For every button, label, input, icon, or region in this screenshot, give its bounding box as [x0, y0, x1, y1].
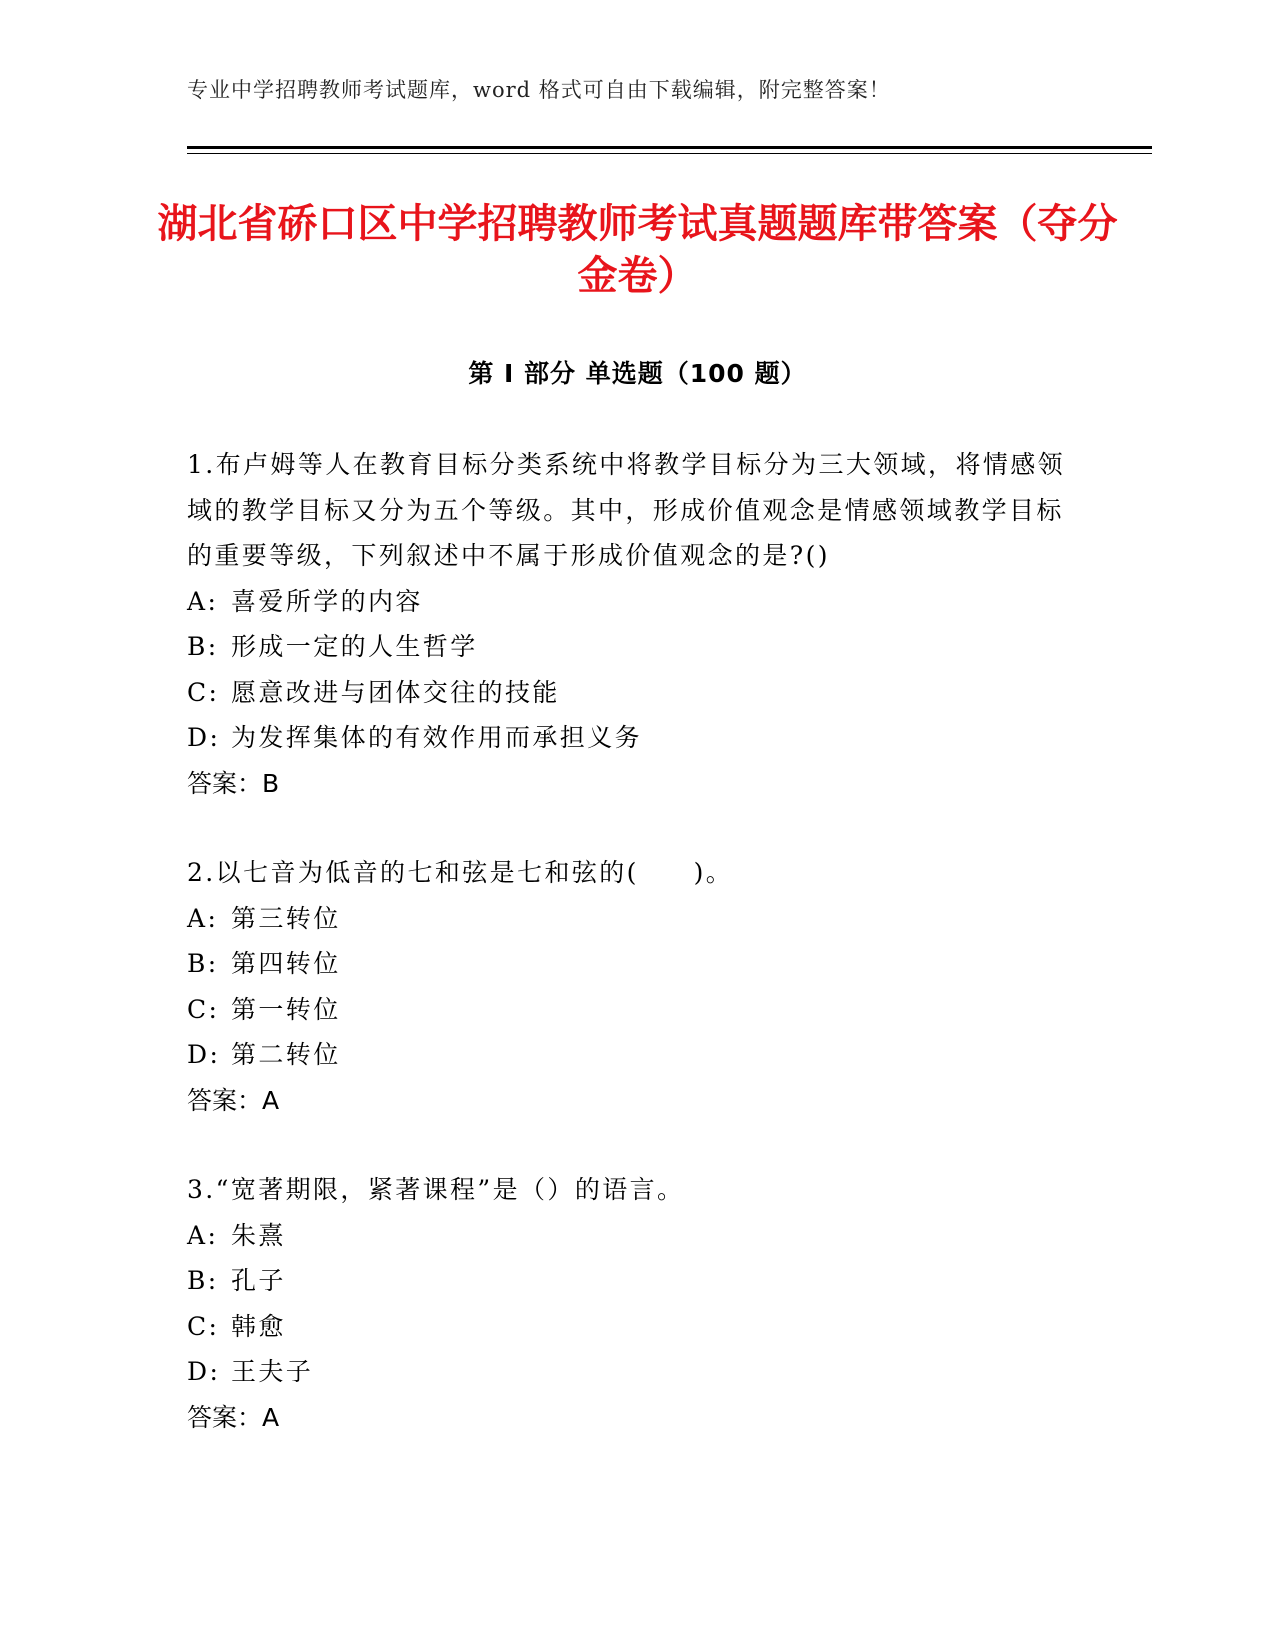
option-c: [187, 670, 1067, 716]
question-list: [187, 442, 1067, 1484]
option-key: A:: [187, 1220, 219, 1250]
option-key: D:: [187, 1357, 221, 1386]
question-stem: 1.布卢姆等人在教育目标分类系统中将教学目标分为三大领域，将情感领域的教学目标又分为五个等级。其中，形成价值观念是情感领域教学目标的重要等级，下列叙述中不属于形成价值观念的是?(): [187, 450, 1066, 570]
option-d: [187, 1032, 1067, 1078]
question-2: [187, 850, 1067, 1123]
option-key: C:: [187, 677, 220, 707]
option-b: [187, 941, 1067, 987]
header-note: 专业中学招聘教师考试题库，word 格式可自由下载编辑，附完整答案！: [187, 78, 891, 102]
question-stem: 2.以七音为低音的七和弦是七和弦的( )。: [187, 858, 734, 887]
option-c: [187, 1304, 1067, 1350]
question-stem: 3.“宽著期限，紧著课程”是（）的语言。: [187, 1175, 685, 1204]
option-text: 朱熹: [231, 1220, 286, 1250]
question-answer: 答案：A: [187, 1085, 280, 1115]
option-text: 喜爱所学的内容: [231, 586, 423, 616]
option-text: 第三转位: [231, 903, 341, 933]
document-title: 湖北省硚口区中学招聘教师考试真题题库带答案（夺分金卷）: [157, 201, 1118, 299]
question-1: [187, 442, 1067, 806]
option-b: [187, 624, 1067, 670]
question-answer: 答案：A: [187, 1402, 280, 1432]
option-text: 孔子: [231, 1266, 286, 1295]
option-text: 第二转位: [231, 1040, 341, 1069]
option-key: A:: [187, 586, 219, 616]
option-a: [187, 896, 1067, 942]
option-a: [187, 579, 1067, 625]
header-divider-thin: [187, 153, 1152, 154]
section-title: 第 I 部分 单选题（100 题）: [468, 359, 807, 388]
option-a: [187, 1213, 1067, 1259]
option-b: [187, 1258, 1067, 1304]
option-text: 愿意改进与团体交往的技能: [231, 677, 560, 707]
option-key: D:: [187, 1040, 221, 1069]
option-key: A:: [187, 903, 219, 933]
option-text: 王夫子: [231, 1357, 314, 1386]
question-answer: 答案：B: [187, 768, 280, 798]
question-3: [187, 1167, 1067, 1440]
option-c: [187, 987, 1067, 1033]
option-text: 为发挥集体的有效作用而承担义务: [231, 723, 643, 752]
option-text: 形成一定的人生哲学: [231, 632, 478, 661]
option-key: B:: [187, 632, 219, 661]
option-key: B:: [187, 949, 219, 978]
option-key: C:: [187, 1311, 220, 1341]
option-key: B:: [187, 1266, 219, 1295]
option-key: D:: [187, 723, 221, 752]
option-text: 第四转位: [231, 949, 341, 978]
option-text: 韩愈: [231, 1311, 286, 1341]
option-d: [187, 1349, 1067, 1395]
option-text: 第一转位: [231, 994, 341, 1024]
option-key: C:: [187, 994, 220, 1024]
option-d: [187, 715, 1067, 761]
header-divider-thick: [187, 146, 1152, 149]
